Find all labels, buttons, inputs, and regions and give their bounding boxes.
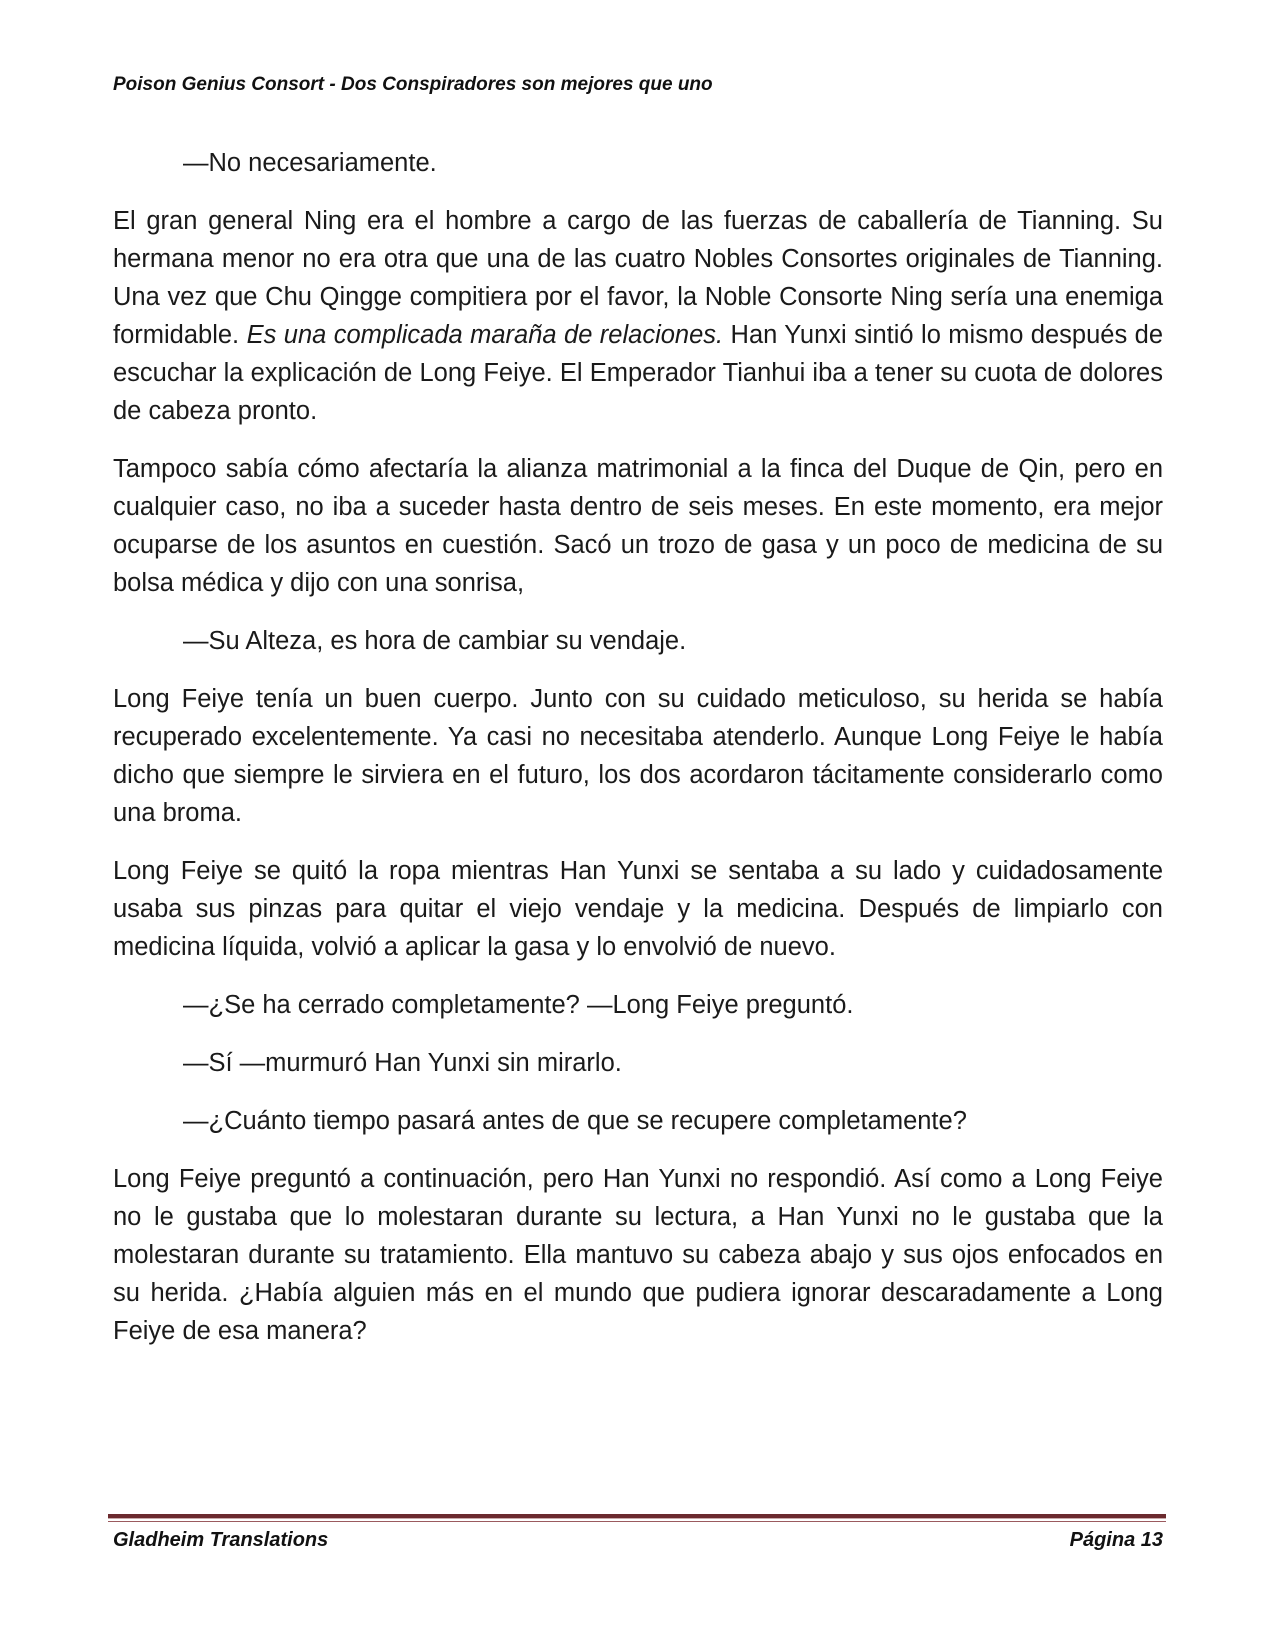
dialogue-paragraph: —¿Se ha cerrado completamente? —Long Feiye preguntó. [183, 991, 854, 1019]
narration-paragraph [113, 202, 1163, 430]
footer-publisher: Gladheim Translations [113, 1529, 329, 1551]
italic-thought: Es una complicada maraña de relaciones. [246, 321, 724, 349]
footer-divider [108, 1514, 1166, 1519]
dialogue-paragraph: —¿Cuánto tiempo pasará antes de que se recupere completamente? [183, 1107, 967, 1135]
footer-divider-thin [108, 1521, 1166, 1522]
dialogue-paragraph: —Sí —murmuró Han Yunxi sin mirarlo. [183, 1049, 622, 1077]
paragraph-text: Han Yunxi sintió lo mismo después de escuchar la explicación de Long Feiye. El Emperador Tianhui iba a tener su cuota de dolores de cabeza pronto. [113, 321, 1164, 425]
footer-page-number: Página 13 [1069, 1529, 1163, 1551]
narration-paragraph: Tampoco sabía cómo afectaría la alianza matrimonial a la finca del Duque de Qin, pero en cualquier caso, no iba a suceder hasta dentro de seis meses. En este momento, era mejor ocuparse de los asuntos en cuestión. Sacó un trozo de gasa y un poco de medicina de su bolsa médica y dijo con una sonrisa, [113, 455, 1163, 597]
narration-paragraph: Long Feiye preguntó a continuación, pero Han Yunxi no respondió. Así como a Long Feiye no le gustaba que lo molestaran durante su lectura, a Han Yunxi no le gustaba que la molestaran durante su tratamiento. Ella mantuvo su cabeza abajo y sus ojos enfocados en su herida. ¿Había alguien más en el mundo que pudiera ignorar descaradamente a Long Feiye de esa manera? [113, 1165, 1163, 1345]
narration-paragraph: Long Feiye se quitó la ropa mientras Han Yunxi se sentaba a su lado y cuidadosamente usaba sus pinzas para quitar el viejo vendaje y la medicina. Después de limpiarlo con medicina líquida, volvió a aplicar la gasa y lo envolvió de nuevo. [113, 857, 1163, 961]
document-body [113, 144, 1163, 1370]
narration-paragraph: Long Feiye tenía un buen cuerpo. Junto con su cuidado meticuloso, su herida se había recuperado excelentemente. Ya casi no necesitaba atenderlo. Aunque Long Feiye le había dicho que siempre le sirviera en el futuro, los dos acordaron tácitamente considerarlo como una broma. [113, 685, 1163, 827]
paragraph-text: El gran general Ning era el hombre a cargo de las fuerzas de caballería de Tianning. Su hermana menor no era otra que una de las cuatro Nobles Consortes originales de Tianning. Una vez que Chu Qingge compitiera por el favor, la Noble Consorte Ning sería una enemiga formidable. [113, 207, 1163, 349]
dialogue-paragraph: —Su Alteza, es hora de cambiar su vendaje. [183, 627, 687, 655]
dialogue-paragraph: —No necesariamente. [183, 149, 437, 177]
page-header-title: Poison Genius Consort - Dos Conspiradores son mejores que uno [113, 74, 713, 95]
